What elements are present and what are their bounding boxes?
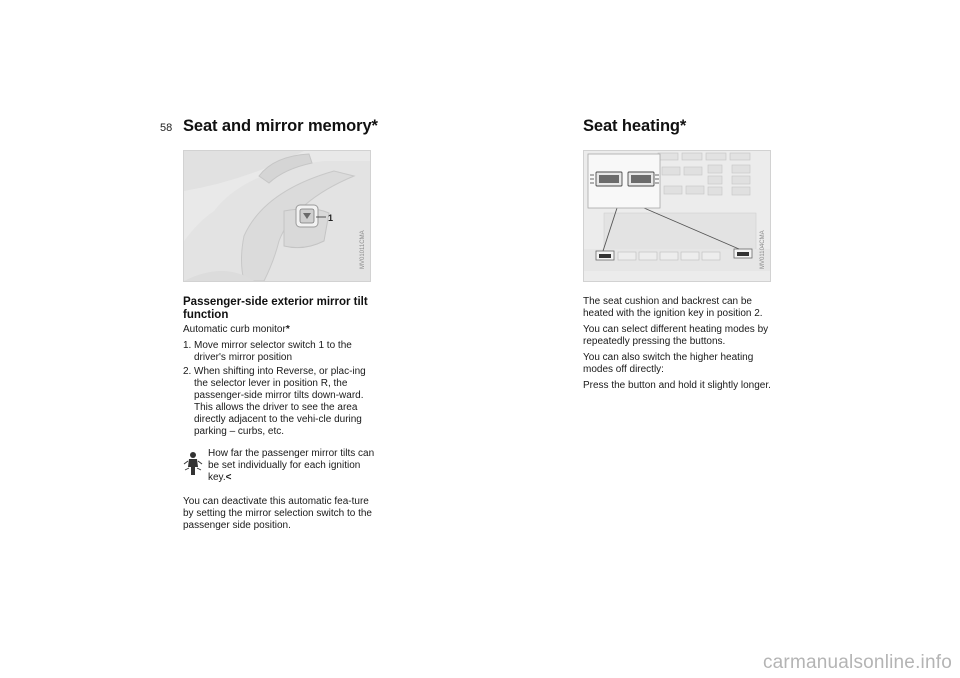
- paragraph: You can select different heating modes by repeatedly pressing the buttons.: [583, 324, 769, 347]
- list-item: 2. When shifting into Reverse, or plac-ing the selector lever in position R, the passenger-side mirror tilts down-ward. This allows the driver to see the area directly adjacent to the vehi-cle during parking – curbs, etc.: [183, 366, 366, 437]
- list-item: 1. Move mirror selector switch 1 to the driver's mirror position: [183, 340, 352, 363]
- figure-callout-1: 1: [328, 213, 334, 223]
- seat-heating-body: [583, 296, 777, 396]
- paragraph: The seat cushion and backrest can be heated with the ignition key in position 2.: [583, 296, 763, 319]
- end-mark: <: [225, 472, 232, 483]
- figure-code: MV01104CMA: [760, 230, 766, 269]
- paragraph: You can also switch the higher heating modes off directly:: [583, 352, 754, 375]
- door-mirror-switch-figure: [183, 150, 371, 282]
- closing-paragraph: You can deactivate this automatic fea-ture by setting the mirror selection switch to the passenger side position.: [183, 496, 372, 531]
- seat-heating-figure: [583, 150, 771, 282]
- person-note-icon: [183, 450, 203, 476]
- mirror-tilt-body: [183, 324, 379, 440]
- door-panel-illustration: [184, 151, 370, 281]
- steps-list: [183, 340, 379, 438]
- note-block: [183, 448, 379, 484]
- subheading-mirror-tilt: Passenger-side exterior mirror tilt function: [183, 296, 368, 321]
- note-text: How far the passenger mirror tilts can be set individually for each ignition key.: [208, 448, 375, 483]
- watermark: carmanualsonline.info: [762, 652, 952, 673]
- figure-code: MV01011CMA: [360, 230, 366, 269]
- intro-line: Automatic curb monitor*: [183, 324, 290, 335]
- paragraph: Press the button and hold it slightly longer.: [583, 380, 771, 391]
- section-title-seat-heating: Seat heating*: [583, 117, 687, 135]
- page-number: 58: [160, 122, 173, 134]
- section-title-memory: Seat and mirror memory*: [183, 117, 378, 135]
- dashboard-buttons-illustration: [584, 151, 770, 281]
